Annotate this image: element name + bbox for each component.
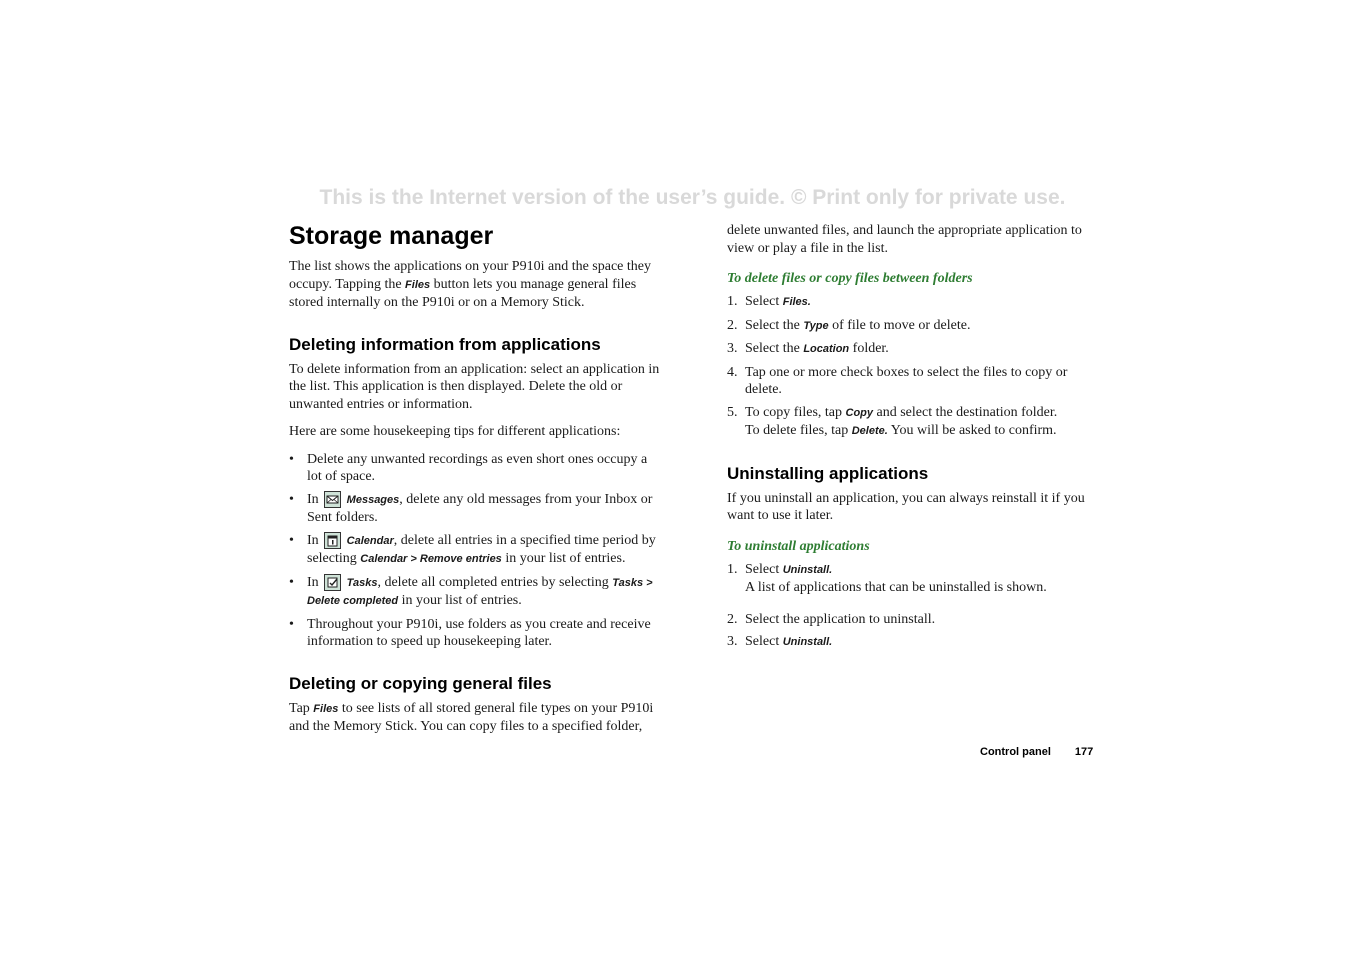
step-number: 4. bbox=[727, 364, 738, 380]
procedure-title-uninstall: To uninstall applications bbox=[727, 538, 870, 554]
uninstall-ui-label: Uninstall. bbox=[782, 636, 833, 648]
files-ui-label: Files bbox=[405, 278, 431, 291]
page-title: Storage manager bbox=[289, 222, 494, 250]
general-files-paragraph: Tap Files to see lists of all stored general file types on your P910i and the Memory Stick. You can copy files to a specified folder, bbox=[289, 700, 654, 734]
delete-ui-label: Delete. bbox=[851, 425, 888, 437]
right-column bbox=[727, 222, 1099, 657]
step-number: 5. bbox=[727, 404, 738, 420]
list-item: • Throughout your P910i, use folders as you create and receive information to speed up housekeeping later. bbox=[289, 616, 651, 649]
uninstall-ui-label: Uninstall. bbox=[782, 563, 833, 576]
bullet: • bbox=[289, 451, 294, 467]
uninstall-paragraph: If you uninstall an application, you can always reinstall it if you want to use it later. bbox=[727, 490, 1085, 523]
list-item: 2. Select the Type of file to move or delete. bbox=[727, 317, 971, 333]
list-item: • In Calendar, delete all entries in a specified time period by selecting Calendar > Remove entries in your list of entries. bbox=[289, 532, 656, 566]
list-item: 4. Tap one or more check boxes to select the files to copy or delete. bbox=[727, 364, 1068, 397]
footer-section-name: Control panel bbox=[980, 746, 1051, 758]
page-number: 177 bbox=[1074, 746, 1094, 758]
list-item: 2. Select the application to uninstall. bbox=[727, 611, 936, 627]
location-ui-label: Location bbox=[803, 343, 850, 355]
calendar-ui-label: Calendar bbox=[346, 534, 394, 547]
copy-ui-label: Copy bbox=[845, 406, 873, 419]
bullet: • bbox=[289, 616, 294, 632]
step-number: 3. bbox=[727, 341, 738, 356]
type-ui-label: Type bbox=[803, 319, 829, 332]
list-item: 3. Select the Location folder. bbox=[727, 341, 889, 356]
housekeeping-intro: Here are some housekeeping tips for different applications: bbox=[289, 424, 621, 439]
step-number: 2. bbox=[727, 611, 738, 627]
step-number: 1. bbox=[727, 294, 738, 309]
files-ui-label: Files bbox=[313, 702, 339, 715]
watermark: This is the Internet version of the user’s guide. © Print only for private use. bbox=[319, 186, 1066, 209]
calendar-remove-entries-ui-label: Calendar > Remove entries bbox=[360, 553, 502, 565]
list-item: 5. To copy files, tap Copy and select the destination folder. To delete files, tap Delete. You will be asked to confirm. bbox=[727, 404, 1058, 438]
bullet: • bbox=[289, 491, 294, 507]
tasks-icon bbox=[324, 574, 341, 591]
deleting-info-paragraph: To delete information from an application: select an application in the list. This application is then displayed. Delete the old or unwanted entries or information. bbox=[289, 361, 660, 412]
list-item: • In Tasks, delete all completed entries by selecting Tasks > Delete completed in your list of entries. bbox=[289, 574, 653, 608]
continued-paragraph: delete unwanted files, and launch the appropriate application to view or play a file in the list. bbox=[727, 223, 1082, 256]
heading-deleting-information: Deleting information from applications bbox=[289, 334, 601, 354]
bullet: • bbox=[289, 532, 294, 548]
tasks-ui-label: Tasks bbox=[346, 576, 378, 589]
tasks-delete-completed-ui-label: Tasks > Delete completed bbox=[307, 576, 653, 607]
list-item: 1. Select Files. bbox=[727, 294, 811, 309]
list-item: • Delete any unwanted recordings as even short ones occupy a lot of space. bbox=[289, 451, 648, 484]
step-number: 3. bbox=[727, 634, 738, 649]
step-number: 2. bbox=[727, 317, 738, 333]
heading-deleting-copying-files: Deleting or copying general files bbox=[289, 673, 552, 693]
list-item: • In Messages, delete any old messages from your Inbox or Sent folders. bbox=[289, 491, 653, 525]
bullet: • bbox=[289, 574, 294, 590]
left-column bbox=[289, 220, 661, 746]
page-footer bbox=[980, 746, 1093, 758]
calendar-icon bbox=[324, 532, 341, 549]
delete-copy-steps bbox=[727, 293, 1099, 441]
files-ui-label: Files. bbox=[782, 296, 811, 308]
messages-ui-label: Messages bbox=[346, 493, 400, 506]
list-item: 3. Select Uninstall. bbox=[727, 634, 833, 649]
list-item: 1. Select Uninstall. A list of applications that can be uninstalled is shown. bbox=[727, 561, 1047, 595]
step-number: 1. bbox=[727, 561, 738, 577]
procedure-title-delete-copy: To delete files or copy files between folders bbox=[727, 271, 973, 286]
envelope-icon bbox=[324, 491, 341, 508]
heading-uninstalling: Uninstalling applications bbox=[727, 463, 929, 483]
uninstall-steps bbox=[727, 561, 1099, 652]
housekeeping-tips-list bbox=[289, 451, 661, 651]
intro-paragraph: The list shows the applications on your P910i and the space they occupy. Tapping the Files button lets you manage general files stored internally on the P910i or on a Memory Stick. bbox=[289, 259, 651, 310]
